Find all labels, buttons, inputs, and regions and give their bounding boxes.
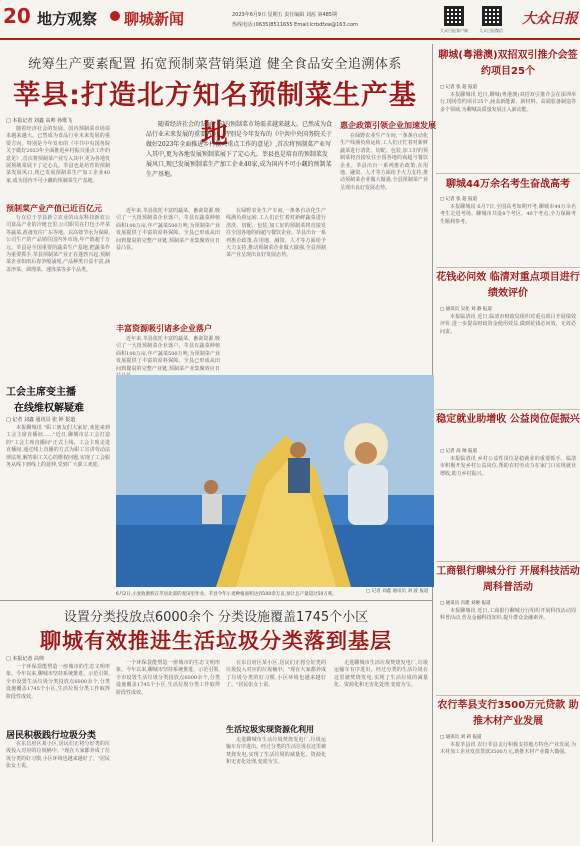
brief-title: 工商银行聊城分行 开展科技活动周科普活动 [436, 566, 580, 593]
brief-title: 花钱必问效 临清对重点项目进行绩效评价 [436, 272, 580, 299]
article-body: 一个环保袋能塑造一座城市的生态文明形象。今年以来,聊城市坚持系统推进、示范引领,全市设置生活垃圾分类投放点6000余个,分类设施覆盖1745个小区,生活垃圾分类工作取得阶段性成效。 [6, 664, 110, 700]
section-title: 地方观察 [37, 10, 98, 28]
brief-body: 本报聊城讯 "职工朋友们大家好,欢迎来到工会主席直播间……"近日,聊城市总工会打造的"工会主席直播间"正式上线。工会主席走进直播间,通过线上直播的方式为职工宣讲劳动法律法规,解答职工关心的维权问题,实现了工会服务从线下到线上的延伸,受到广大职工欢迎。 [6, 425, 110, 469]
brief-body: 本报临清讯 近日,临清市财政局组织对重点项目开展绩效评价,进一步提高财政资金使用效益,做到花钱必问效、无效必问责。 [440, 314, 576, 335]
second-byline: □ 本报记者 高帅 [6, 656, 44, 662]
qr-code-icon [482, 6, 502, 26]
brief-body: 本报聊城讯 近日,工商银行聊城分行组织开展科技活动周科普活动,普及金融科技知识,提升群众金融素养。 [440, 608, 576, 622]
brief-byline: □ 记者 高 帅 报道 [440, 449, 477, 454]
brief-byline: □ 通讯员 吴化 刘 静 报道 [440, 307, 492, 312]
brief-byline: □ 记者 张 超 报道 [440, 85, 477, 90]
subheading: 生活垃圾实现资源化利用 [226, 725, 314, 734]
brief-title: 聊城44万余名考生奋战高考 [446, 179, 570, 190]
brief-divider [436, 173, 580, 174]
article-body: 走进聊城市生活垃圾焚烧发电厂,垃圾运输车有序进出。经过分类的生活垃圾在这里被焚烧发电,实现了生活垃圾的减量化、资源化和无害化处理,变废为宝。 [226, 737, 327, 766]
photo-credit: □ 记者 刘鑫 通讯员 刘 波 报道 [366, 589, 429, 594]
subheading: 预制菜产业产值已近百亿元 [6, 204, 102, 213]
article-body: 一个环保袋能塑造一座城市的生态文明形象。今年以来,聊城市坚持系统推进、示范引领,全市设置生活垃圾分类投放点6000余个,分类设施覆盖1745个小区,生活垃圾分类工作取得阶段性成效。 [116, 660, 220, 696]
brief-title: 聊城(粤港澳)双招双引推介会签约项目25个 [438, 50, 578, 77]
subheading: 居民积极践行垃圾分类 [6, 731, 97, 741]
harvest-photo [116, 375, 434, 587]
second-headline: 聊城有效推进生活垃圾分类落到基层 [40, 629, 392, 653]
article-body: 近年来,莘县依托丰富的蔬菜、畜禽资源,吸引了一大批预制菜企业落户。莘县有蔬菜种植面积100万亩,年产蔬菜500万吨,为预制菜产业发展提供了丰富的原料保障。全县已形成从田间到餐桌的完整产业链,预制菜产业集聚效应日 [116, 336, 220, 372]
column-title: 聊城新闻 [124, 10, 185, 28]
brief-body: 本报临清讯 乡村公益性岗位是稳就业的重要抓手。临清市积极开发乡村公益岗位,帮助农村劳动力在家门口实现就业增收,助力乡村振兴。 [440, 456, 576, 477]
page-number: 20 [3, 4, 31, 28]
subheading: 丰富资源吸引诸多企业落户 [116, 324, 212, 333]
brief-divider [436, 695, 580, 696]
masthead [0, 0, 580, 40]
article-body: 在绿野农业生产车间,一条条自动化生产线满负荷运转,工人们正忙着对新鲜蔬菜进行清洗、切配、包装,加工好的预制菜将直接发往全国各地的商超与餐饮企业。莘县出台一系列惠企政策,在用地、融资、人才等方面给予大力支持,推动预制菜企业做大做强,全县预制菜产业呈现出良好发展态势。 [226, 208, 327, 259]
qr-label: 大众日报微信 [479, 28, 503, 33]
issue-meta: 2023年6月9日 星期五 责任编辑 刘茜 第485期 [232, 12, 337, 18]
article-body: 在绿野农业生产车间,一条条自动化生产线满负荷运转,工人们正忙着对新鲜蔬菜进行清洗、切配、包装,加工好的预制菜将直接发往全国各地的商超与餐饮企业。莘县出台一系列惠企政策,在用地、融资、人才等方面给予大力支持,推动预制菜企业做大做强,全县预制菜产业呈现出良好发展态势。 [340, 133, 428, 191]
article-body: 行在位于莘县新立农业的山东科技新农公司食品产业的冷链仓里,公司职员在打包小芹菜等蔬菜,准备发往广东等地。以高效节水为保障,公司生产的产品销往国内外市场,年产值超千万元。莘县是全国重要的蔬菜生产基地,把蔬菜作为重要抓手,莘县预制菜产业正在蓬勃兴起,预制菜企业如雨后春笋般涌现,产品种类日益丰富,涵盖净菜、调理菜、速冻菜等多个品类。 [6, 215, 110, 273]
second-kicker: 设置分类投放点6000余个 分类设施覆盖1745个小区 [63, 610, 369, 625]
brief-divider [436, 409, 580, 410]
brief-body: 本报莘县讯 农行莘县支行积极支持地方特色产业发展,为木材加工企业发放贷款3500万元,助推木材产业做大做强。 [440, 742, 576, 756]
qr-label: 大众日报客户端 [440, 28, 468, 33]
qr-code-icon [444, 6, 464, 26]
lead-headline: 莘县:打造北方知名预制菜生产基地 [13, 80, 417, 150]
brief-divider [436, 267, 580, 268]
brief-byline: □ 记者 刘鑫 通讯员 张 婷 报道 [6, 417, 76, 423]
newspaper-logo: 大众日报 [522, 11, 578, 27]
article-body: 在东昌府区某小区,居民们正将分好类的垃圾投入对应的垃圾桶中。"现在大家都养成了垃圾分类的好习惯,小区环境也越来越好了。"居民张女士说。 [6, 741, 110, 770]
section-rule [0, 600, 432, 601]
lead-intro: 随着经济社会的发展、国内预制菜市场需求越来越大。已然成为食品行业未来发展的重要方向。特别是今年发布的《中共中央国务院关于做好2023年全面推进乡村振兴重点工作的意见》,首次将预制菜产业写入其中,更为各地发展预制菜展下了定心丸。莘县也是培育的预制菜发展风口,现已发展预制菜生产加工企业40家,成为国内不可小觑的预制菜生产基地。 [6, 126, 110, 184]
lead-byline: □ 本报记者 刘鑫 高帅 孙歌飞 [6, 118, 73, 124]
photo-caption: 6月2日,小麦收割机在莘县北部的麦田里作业。莘县今年小麦种植面积达到100余万亩,预计总产量超过50万吨。 [116, 592, 337, 597]
brief-title: 在线维权解疑难 [14, 403, 84, 414]
brief-body: 本报聊城讯 6月7日,全国高考如期开考,聊城市44万余名考生走进考场。聊城市共设8个考区、40个考点,全力保障考生顺利参考。 [440, 204, 576, 225]
article-body: 在东昌府区某小区,居民们正将分好类的垃圾投入对应的垃圾桶中。"现在大家都养成了垃圾分类的好习惯,小区环境也越来越好了。"居民张女士说。 [226, 660, 326, 689]
brief-body: 本报聊城讯 近日,聊城(粤港澳)双招双引推介会在深圳举行,现场签约项目25个,涵盖新能源、新材料、高端装备制造等多个领域,为聊城高质量发展注入新动能。 [440, 92, 576, 113]
brief-byline: □ 通讯员 冯建 刘俊 报道 [440, 601, 491, 606]
brief-title: 工会主席变主播 [6, 387, 76, 398]
lead-paragraph: 随着经济社会的发展、国内预制菜市场需求越来越大。已然成为食品行业未来发展的重要方向。特别是今年发布的《中共中央国务院关于做好2023年全面推进乡村振兴重点工作的意见》,首次将预制菜产业写入其中,更为各地发展预制菜展下了定心丸。莘县也是培育的预制菜发展风口,现已发展预制菜生产加工企业40家,成为国内不可小觑的预制菜生产基地。 [146, 121, 333, 178]
article-body: 近年来,莘县依托丰富的蔬菜、畜禽资源,吸引了一大批预制菜企业落户。莘县有蔬菜种植面积100万亩,年产蔬菜500万吨,为预制菜产业发展提供了丰富的原料保障。全县已形成从田间到餐桌的完整产业链,预制菜产业集聚效应日益凸显。 [116, 208, 220, 252]
brief-title: 农行莘县支行3500万元贷款 助推木材产业发展 [437, 700, 579, 727]
contact-meta: 热线电话:(0635)8511655 Email:lcrbdfxw@163.com [232, 22, 358, 28]
brief-byline: □ 记者 张 超 报道 [440, 197, 477, 202]
brief-title: 稳定就业助增收 公益岗位促振兴 [436, 414, 580, 425]
article-body: 走进聊城市生活垃圾焚烧发电厂,垃圾运输车有序进出。经过分类的生活垃圾在这里被焚烧发电,实现了生活垃圾的减量化、资源化和无害化处理,变废为宝。 [334, 660, 428, 689]
brief-divider [436, 561, 580, 562]
lead-kicker: 统筹生产要素配置 拓宽预制菜营销渠道 健全食品安全追溯体系 [28, 57, 402, 72]
subheading: 惠企政策引领企业加速发展 [340, 121, 436, 130]
brief-byline: □ 通讯员 刘 莉 报道 [440, 735, 482, 740]
